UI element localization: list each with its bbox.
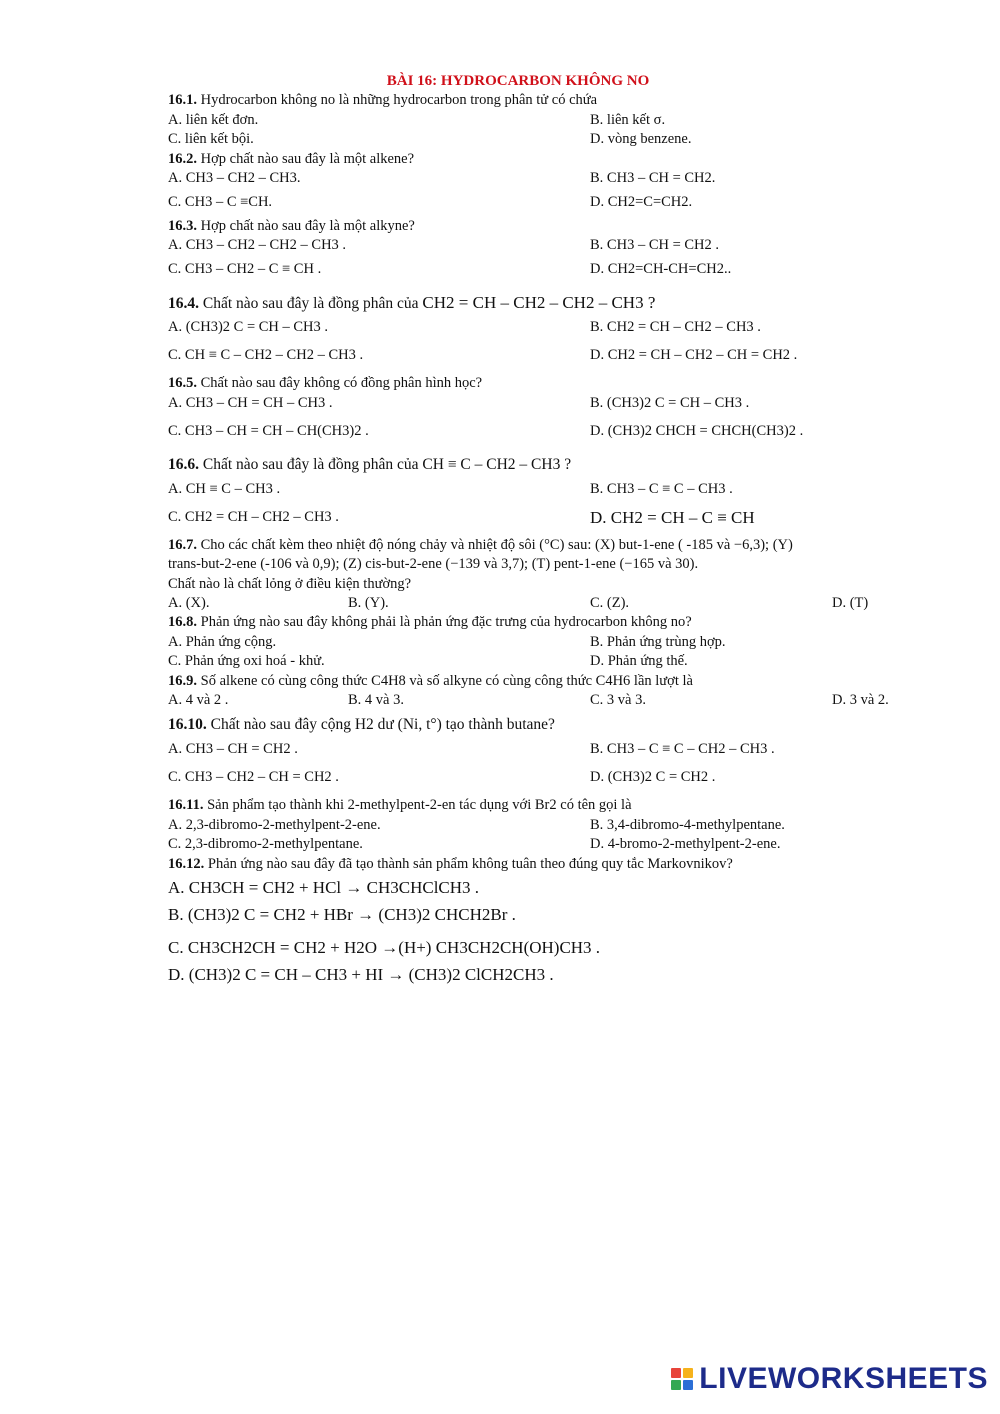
question-text: Chất nào sau đây là đồng phân của [202, 295, 419, 313]
question-16-2 [168, 150, 908, 169]
liveworksheets-logo-icon [671, 1368, 693, 1390]
question-16-6 [168, 450, 908, 480]
option-d[interactable]: D. 3 và 2. [832, 692, 889, 709]
option-a[interactable]: A. (CH3)2 C = CH – CH3 . [168, 319, 329, 336]
option-a[interactable]: A. 4 và 2 . [168, 692, 229, 709]
option-d[interactable]: D. (T) [832, 595, 869, 612]
option-c[interactable]: C. CH ≡ C – CH2 – CH2 – CH3 . [168, 347, 364, 364]
question-number: 16.5. [168, 375, 197, 392]
brand-name: LIVEWORKSHEETS [699, 1362, 988, 1395]
option-c[interactable]: C. liên kết bội. [168, 131, 254, 148]
option-b[interactable]: B. (CH3)2 C = CH – CH3 . [590, 394, 750, 411]
question-text: Chất nào sau đây không có đồng phân hình học? [200, 375, 483, 392]
option-b[interactable]: B. (CH3)2 C = CH2 + HBr → (CH3)2 CHCH2Br . [168, 905, 516, 924]
question-number: 16.11. [168, 797, 204, 814]
option-c[interactable]: C. Phản ứng oxi hoá - khử. [168, 653, 325, 670]
option-d[interactable]: D. 4-bromo-2-methylpent-2-ene. [590, 836, 781, 853]
option-c[interactable]: C. CH3 – CH2 – C ≡ CH . [168, 261, 322, 278]
question-16-9 [168, 672, 908, 691]
question-number: 16.12. [168, 855, 205, 872]
logo-square-red [671, 1368, 681, 1378]
question-text: Phản ứng nào sau đây đã tạo thành sản phẩm không tuân theo đúng quy tắc Markovnikov? [207, 855, 733, 872]
question-16-8 [168, 613, 908, 632]
option-a[interactable]: A. liên kết đơn. [168, 111, 259, 128]
option-d[interactable]: D. CH2 = CH – CH2 – CH = CH2 . [590, 347, 798, 364]
option-d[interactable]: D. (CH3)2 C = CH2 . [590, 769, 716, 786]
option-b[interactable]: B. CH3 – C ≡ C – CH2 – CH3 . [590, 741, 775, 758]
question-16-12 [168, 855, 908, 874]
question-16-1 [168, 91, 908, 110]
option-b[interactable]: B. Phản ứng trùng hợp. [590, 633, 726, 650]
option-d[interactable]: D. (CH3)2 CHCH = CHCH(CH3)2 . [590, 422, 804, 439]
question-16-3 [168, 217, 908, 236]
option-c[interactable]: C. CH3 – CH = CH – CH(CH3)2 . [168, 422, 369, 439]
logo-square-yellow [683, 1368, 693, 1378]
question-number: 16.7. [168, 536, 197, 553]
question-16-7 [168, 536, 908, 555]
question-formula: CH2 = CH – CH2 – CH2 – CH3 ? [422, 293, 656, 313]
question-number: 16.2. [168, 150, 197, 167]
option-b[interactable]: B. CH3 – C ≡ C – CH3 . [590, 480, 733, 497]
option-a[interactable]: A. (X). [168, 595, 210, 612]
worksheet-page [168, 72, 908, 988]
question-text-line-3: Chất nào là chất lỏng ở điều kiện thường? [168, 575, 412, 592]
option-a[interactable]: A. CH3 – CH2 – CH3. [168, 170, 301, 186]
option-b[interactable]: B. CH3 – CH = CH2. [590, 170, 716, 186]
option-a[interactable]: A. 2,3-dibromo-2-methylpent-2-ene. [168, 816, 381, 833]
option-a[interactable]: A. CH3CH = CH2 + HCl → CH3CHClCH3 . [168, 878, 480, 897]
question-16-10 [168, 710, 908, 740]
question-text: Phản ứng nào sau đây không phải là phản ứng đặc trưng của hydrocarbon không no? [200, 614, 692, 631]
question-number: 16.6. [168, 455, 199, 473]
question-number: 16.9. [168, 672, 197, 689]
option-b[interactable]: B. liên kết σ. [590, 111, 666, 128]
question-number: 16.4. [168, 295, 199, 313]
question-text-line-1: Cho các chất kèm theo nhiệt độ nóng chảy và nhiệt độ sôi (°C) sau: (X) but-1-ene ( -185 và −6,3); (Y) [200, 536, 793, 553]
option-b[interactable]: B. 4 và 3. [348, 692, 404, 709]
option-b[interactable]: B. CH3 – CH = CH2 . [590, 237, 720, 254]
question-number: 16.3. [168, 218, 197, 234]
page-title: BÀI 16: HYDROCARBON KHÔNG NO [386, 73, 650, 89]
option-c[interactable]: C. 2,3-dibromo-2-methylpentane. [168, 836, 363, 853]
option-c[interactable]: C. CH2 = CH – CH2 – CH3 . [168, 508, 339, 525]
option-a[interactable]: A. CH3 – CH2 – CH2 – CH3 . [168, 237, 347, 254]
option-d[interactable]: D. vòng benzene. [590, 131, 692, 148]
option-d[interactable]: D. CH2 = CH – C ≡ CH [590, 507, 755, 527]
question-text: Hợp chất nào sau đây là một alkyne? [200, 218, 415, 234]
option-b[interactable]: B. (Y). [348, 595, 389, 612]
option-a[interactable]: A. CH3 – CH = CH – CH3 . [168, 394, 333, 411]
option-c[interactable]: C. (Z). [590, 595, 630, 612]
logo-square-blue [683, 1380, 693, 1390]
question-number: 16.10. [168, 716, 207, 734]
question-16-4 [168, 288, 908, 318]
question-number: 16.1. [168, 92, 197, 109]
question-text: Hợp chất nào sau đây là một alkene? [200, 150, 415, 167]
option-d[interactable]: D. CH2=CH-CH=CH2.. [590, 261, 732, 278]
question-text-line-2: trans-but-2-ene (-106 và 0,9); (Z) cis-but-2-ene (−139 và 3,7); (T) pent-1-ene (−165 và 30). [168, 556, 699, 573]
option-c[interactable]: C. CH3 – C ≡CH. [168, 194, 273, 210]
option-a[interactable]: A. Phản ứng cộng. [168, 633, 277, 650]
option-d[interactable]: D. CH2=C=CH2. [590, 194, 693, 210]
option-c[interactable]: C. CH3CH2CH = CH2 + H2O →(H+) CH3CH2CH(OH)CH3 . [168, 938, 601, 957]
question-text: Số alkene có cùng công thức C4H8 và số alkyne có cùng công thức C4H6 lần lượt là [200, 672, 693, 689]
option-b[interactable]: B. 3,4-dibromo-4-methylpentane. [590, 816, 785, 833]
option-c[interactable]: C. CH3 – CH2 – CH = CH2 . [168, 769, 339, 786]
question-formula: CH ≡ C – CH2 – CH3 ? [422, 455, 572, 473]
option-b[interactable]: B. CH2 = CH – CH2 – CH3 . [590, 319, 761, 336]
question-text: Sản phẩm tạo thành khi 2-methylpent-2-en tác dụng với Br2 có tên gọi là [207, 797, 632, 814]
question-16-5 [168, 374, 908, 393]
question-text: Hydrocarbon không no là những hydrocarbon trong phân tử có chứa [200, 92, 598, 109]
option-a[interactable]: A. CH3 – CH = CH2 . [168, 741, 298, 758]
question-16-11 [168, 796, 908, 815]
option-c[interactable]: C. 3 và 3. [590, 692, 646, 709]
option-d[interactable]: D. Phản ứng thế. [590, 653, 688, 670]
question-text: Chất nào sau đây cộng H2 dư (Ni, t°) tạo thành butane? [210, 716, 555, 734]
logo-square-green [671, 1380, 681, 1390]
question-text: Chất nào sau đây là đồng phân của [202, 455, 419, 473]
liveworksheets-logo [671, 1362, 988, 1396]
question-number: 16.8. [168, 614, 197, 631]
option-d[interactable]: D. (CH3)2 C = CH – CH3 + HI → (CH3)2 ClCH2CH3 . [168, 965, 554, 984]
option-a[interactable]: A. CH ≡ C – CH3 . [168, 480, 281, 497]
